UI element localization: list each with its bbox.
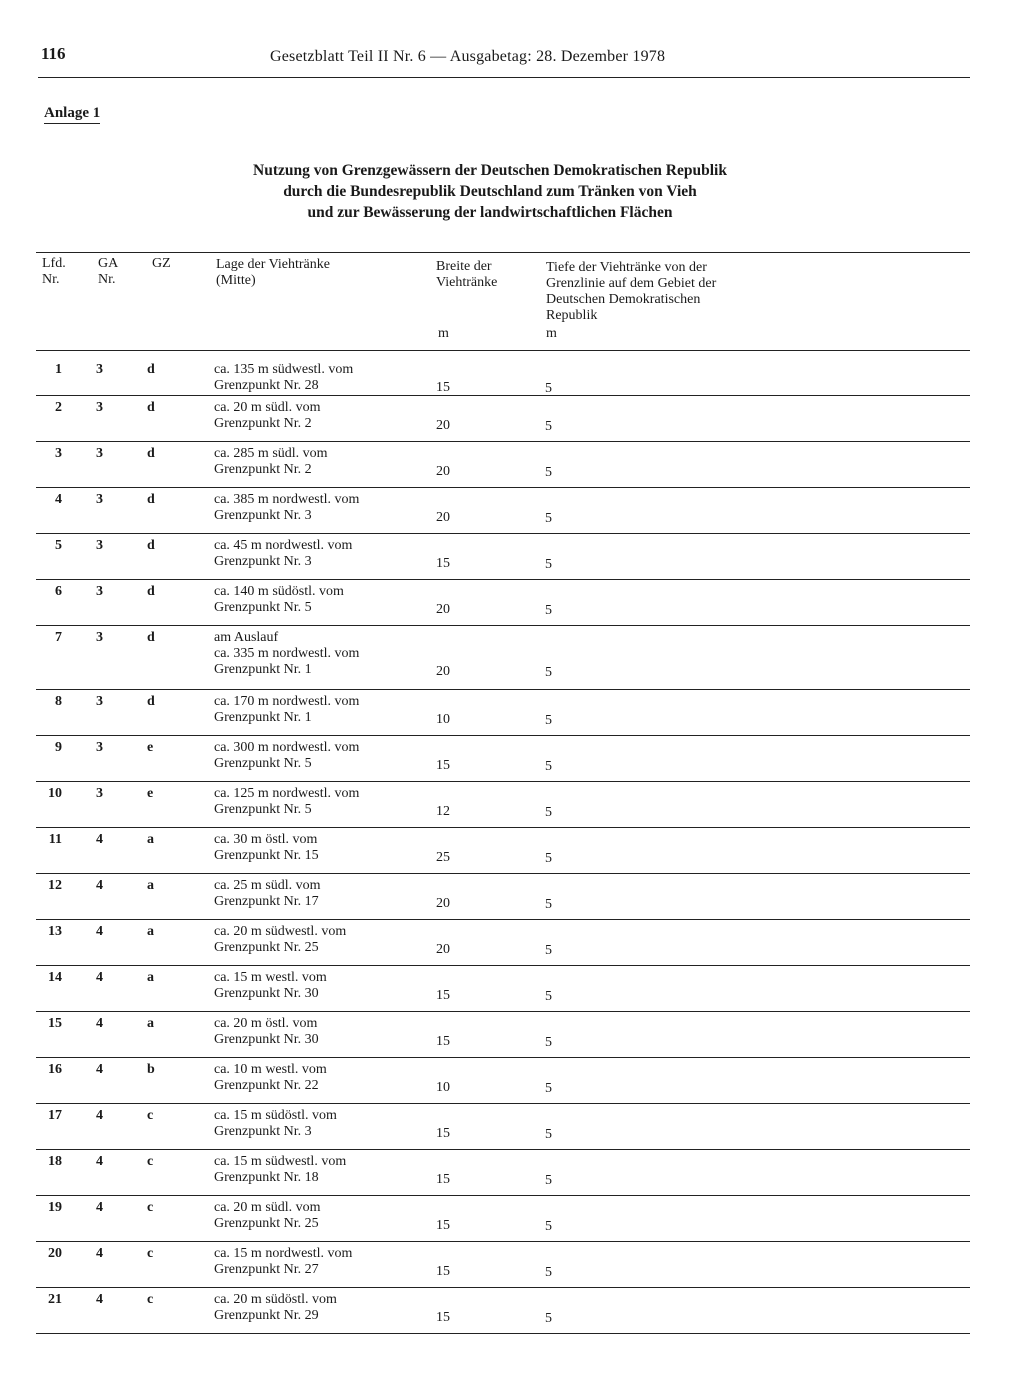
- gz-code: a: [147, 970, 154, 985]
- ga-number: 4: [96, 1292, 103, 1307]
- location-cell: [214, 1062, 327, 1094]
- table-row: [36, 1288, 970, 1334]
- location-line: ca. 15 m südwestl. vom: [214, 1154, 347, 1169]
- gz-code: e: [147, 740, 154, 755]
- lfd-number: 9: [55, 740, 62, 755]
- location-line: ca. 300 m nordwestl. vom: [214, 740, 360, 755]
- location-line: Grenzpunkt Nr. 1: [214, 662, 312, 677]
- ga-number: 4: [96, 832, 103, 847]
- ga-number: 4: [96, 970, 103, 985]
- location-line: ca. 285 m südl. vom: [214, 446, 328, 461]
- lfd-number: 8: [55, 694, 62, 709]
- lfd-number: 18: [48, 1154, 62, 1169]
- gz-code: d: [147, 446, 155, 461]
- header-text: Lfd.: [42, 256, 66, 271]
- running-header: Gesetzblatt Teil II Nr. 6 — Ausgabetag: 28. Dezember 1978: [270, 48, 666, 65]
- gz-code: c: [147, 1292, 154, 1307]
- lfd-number: 2: [55, 400, 62, 415]
- location-cell: [214, 584, 344, 616]
- depth-value: 5: [545, 943, 552, 958]
- ga-number: 3: [96, 584, 103, 599]
- table-row: [36, 1150, 970, 1196]
- location-line: ca. 20 m südl. vom: [214, 1200, 321, 1215]
- ga-number: 3: [96, 492, 103, 507]
- header-text: GZ: [152, 256, 171, 271]
- lfd-number: 5: [55, 538, 62, 553]
- table-row: [36, 1104, 970, 1150]
- location-line: Grenzpunkt Nr. 22: [214, 1078, 319, 1093]
- lfd-number: 13: [48, 924, 62, 939]
- depth-value: 5: [545, 897, 552, 912]
- header-tiefe-unit: m: [546, 326, 557, 341]
- location-line: Grenzpunkt Nr. 27: [214, 1262, 319, 1277]
- width-value: 12: [436, 804, 450, 819]
- depth-value: 5: [545, 713, 552, 728]
- lfd-number: 14: [48, 970, 62, 985]
- table-row: [36, 736, 970, 782]
- location-line: Grenzpunkt Nr. 15: [214, 848, 319, 863]
- ga-number: 3: [96, 630, 103, 645]
- ga-number: 4: [96, 1062, 103, 1077]
- gz-code: c: [147, 1200, 154, 1215]
- width-value: 20: [436, 464, 450, 479]
- lfd-number: 11: [48, 832, 62, 847]
- location-line: ca. 135 m südwestl. vom: [214, 362, 354, 377]
- gz-code: e: [147, 786, 154, 801]
- depth-value: 5: [545, 759, 552, 774]
- width-value: 15: [436, 1310, 450, 1325]
- title-line: durch die Bundesrepublik Deutschland zum Tränken von Vieh: [283, 183, 697, 200]
- header-text: Nr.: [42, 272, 60, 287]
- gz-code: c: [147, 1108, 154, 1123]
- location-cell: [214, 1200, 321, 1232]
- location-cell: [214, 970, 327, 1002]
- ga-number: 4: [96, 1154, 103, 1169]
- width-value: 15: [436, 556, 450, 571]
- location-cell: [214, 630, 359, 678]
- document-title: [150, 160, 830, 223]
- header-breite-unit: m: [438, 326, 449, 341]
- lfd-number: 1: [55, 362, 62, 377]
- location-line: Grenzpunkt Nr. 5: [214, 802, 312, 817]
- location-line: Grenzpunkt Nr. 5: [214, 756, 312, 771]
- location-cell: [214, 400, 321, 432]
- gz-code: d: [147, 630, 155, 645]
- header-gz: [152, 256, 171, 272]
- lfd-number: 12: [48, 878, 62, 893]
- width-value: 15: [436, 1172, 450, 1187]
- width-value: 20: [436, 664, 450, 679]
- location-line: Grenzpunkt Nr. 29: [214, 1308, 319, 1323]
- depth-value: 5: [545, 1219, 552, 1234]
- gz-code: a: [147, 924, 154, 939]
- width-value: 15: [436, 1264, 450, 1279]
- location-cell: [214, 878, 321, 910]
- table-row: [36, 442, 970, 488]
- lfd-number: 6: [55, 584, 62, 599]
- depth-value: 5: [545, 851, 552, 866]
- location-line: Grenzpunkt Nr. 2: [214, 462, 312, 477]
- lfd-number: 21: [48, 1292, 62, 1307]
- lfd-number: 20: [48, 1246, 62, 1261]
- location-line: Grenzpunkt Nr. 25: [214, 940, 319, 955]
- location-line: ca. 30 m östl. vom: [214, 832, 318, 847]
- location-line: ca. 15 m westl. vom: [214, 970, 327, 985]
- location-line: Grenzpunkt Nr. 1: [214, 710, 312, 725]
- location-cell: [214, 740, 359, 772]
- ga-number: 3: [96, 400, 103, 415]
- header-text: Republik: [546, 308, 598, 323]
- title-line: Nutzung von Grenzgewässern der Deutschen Demokratischen Republik: [253, 162, 727, 179]
- annex-label: Anlage 1: [44, 104, 100, 124]
- lfd-number: 17: [48, 1108, 62, 1123]
- location-line: Grenzpunkt Nr. 5: [214, 600, 312, 615]
- header-text: GA: [98, 256, 119, 271]
- header-text: Deutschen Demokratischen: [546, 292, 701, 307]
- depth-value: 5: [545, 1081, 552, 1096]
- depth-value: 5: [545, 511, 552, 526]
- header-text: Grenzlinie auf dem Gebiet der: [546, 276, 717, 291]
- location-line: Grenzpunkt Nr. 30: [214, 1032, 319, 1047]
- location-line: ca. 20 m südl. vom: [214, 400, 321, 415]
- depth-value: 5: [545, 665, 552, 680]
- lfd-number: 19: [48, 1200, 62, 1215]
- location-line: ca. 45 m nordwestl. vom: [214, 538, 353, 553]
- width-value: 10: [436, 1080, 450, 1095]
- lfd-number: 15: [48, 1016, 62, 1031]
- table-row: [36, 874, 970, 920]
- location-line: Grenzpunkt Nr. 30: [214, 986, 319, 1001]
- depth-value: 5: [545, 1265, 552, 1280]
- width-value: 25: [436, 850, 450, 865]
- location-cell: [214, 1246, 352, 1278]
- table-row: [36, 966, 970, 1012]
- depth-value: 5: [545, 1127, 552, 1142]
- table-row: [36, 1058, 970, 1104]
- gz-code: a: [147, 878, 154, 893]
- header-lage: [216, 257, 330, 289]
- page-number: 116: [41, 44, 66, 63]
- header-breite: [436, 259, 497, 291]
- lfd-number: 4: [55, 492, 62, 507]
- depth-value: 5: [545, 1311, 552, 1326]
- location-line: Grenzpunkt Nr. 18: [214, 1170, 319, 1185]
- header-lfd: [42, 256, 66, 288]
- width-value: 20: [436, 602, 450, 617]
- header-text: Breite der: [436, 259, 492, 274]
- location-cell: [214, 1108, 337, 1140]
- gz-code: a: [147, 1016, 154, 1031]
- depth-value: 5: [545, 557, 552, 572]
- width-value: 20: [436, 942, 450, 957]
- location-line: ca. 125 m nordwestl. vom: [214, 786, 360, 801]
- location-cell: [214, 1292, 337, 1324]
- width-value: 15: [436, 1126, 450, 1141]
- location-cell: [214, 362, 353, 394]
- location-line: ca. 10 m westl. vom: [214, 1062, 327, 1077]
- gz-code: d: [147, 362, 155, 377]
- location-cell: [214, 492, 359, 524]
- ga-number: 4: [96, 878, 103, 893]
- location-line: Grenzpunkt Nr. 25: [214, 1216, 319, 1231]
- location-cell: [214, 786, 359, 818]
- ga-number: 3: [96, 786, 103, 801]
- location-line: ca. 25 m südl. vom: [214, 878, 321, 893]
- width-value: 10: [436, 712, 450, 727]
- depth-value: 5: [545, 465, 552, 480]
- table-row: [36, 1012, 970, 1058]
- location-cell: [214, 1154, 346, 1186]
- location-line: ca. 15 m nordwestl. vom: [214, 1246, 353, 1261]
- location-line: ca. 20 m südöstl. vom: [214, 1292, 337, 1307]
- title-line: und zur Bewässerung der landwirtschaftlichen Flächen: [307, 204, 673, 221]
- header-text: (Mitte): [216, 273, 256, 288]
- header-text: Viehtränke: [436, 275, 498, 290]
- ga-number: 3: [96, 446, 103, 461]
- depth-value: 5: [545, 989, 552, 1004]
- depth-value: 5: [545, 1035, 552, 1050]
- table-row: [36, 782, 970, 828]
- ga-number: 3: [96, 740, 103, 755]
- header-text: Lage der Viehtränke: [216, 257, 330, 272]
- gz-code: c: [147, 1154, 154, 1169]
- header-text: Nr.: [98, 272, 116, 287]
- table-row: [36, 626, 970, 690]
- ga-number: 3: [96, 538, 103, 553]
- gz-code: d: [147, 492, 155, 507]
- table-row: [36, 488, 970, 534]
- gz-code: d: [147, 400, 155, 415]
- header-text: Tiefe der Viehtränke von der: [546, 260, 707, 275]
- width-value: 15: [436, 988, 450, 1003]
- location-line: Grenzpunkt Nr. 28: [214, 378, 319, 393]
- location-line: ca. 140 m südöstl. vom: [214, 584, 344, 599]
- lfd-number: 3: [55, 446, 62, 461]
- depth-value: 5: [545, 603, 552, 618]
- lfd-number: 16: [48, 1062, 62, 1077]
- location-line: ca. 170 m nordwestl. vom: [214, 694, 360, 709]
- width-value: 15: [436, 1034, 450, 1049]
- location-cell: [214, 924, 346, 956]
- ga-number: 4: [96, 1016, 103, 1031]
- location-line: ca. 20 m östl. vom: [214, 1016, 318, 1031]
- table-row: [36, 920, 970, 966]
- gz-code: d: [147, 538, 155, 553]
- header-tiefe: [546, 260, 716, 324]
- gz-code: a: [147, 832, 154, 847]
- location-line: ca. 335 m nordwestl. vom: [214, 646, 360, 661]
- ga-number: 3: [96, 362, 103, 377]
- location-line: am Auslauf: [214, 630, 279, 645]
- depth-value: 5: [545, 805, 552, 820]
- width-value: 20: [436, 896, 450, 911]
- width-value: 20: [436, 510, 450, 525]
- header-ga: [98, 256, 118, 288]
- ga-number: 4: [96, 1200, 103, 1215]
- table-top-rule: [36, 252, 970, 253]
- depth-value: 5: [545, 1173, 552, 1188]
- width-value: 15: [436, 758, 450, 773]
- table-row: [36, 396, 970, 442]
- location-line: Grenzpunkt Nr. 3: [214, 554, 312, 569]
- location-cell: [214, 538, 352, 570]
- location-line: Grenzpunkt Nr. 3: [214, 508, 312, 523]
- depth-value: 5: [545, 419, 552, 434]
- location-cell: [214, 1016, 319, 1048]
- location-line: Grenzpunkt Nr. 17: [214, 894, 319, 909]
- location-line: Grenzpunkt Nr. 3: [214, 1124, 312, 1139]
- lfd-number: 7: [55, 630, 62, 645]
- location-line: ca. 15 m südöstl. vom: [214, 1108, 337, 1123]
- table-row: [36, 534, 970, 580]
- location-cell: [214, 832, 319, 864]
- gz-code: d: [147, 694, 155, 709]
- table-row: [36, 1196, 970, 1242]
- gz-code: c: [147, 1246, 154, 1261]
- ga-number: 4: [96, 1108, 103, 1123]
- ga-number: 4: [96, 924, 103, 939]
- table-row: [36, 1242, 970, 1288]
- depth-value: 5: [545, 381, 552, 396]
- table-row: [36, 828, 970, 874]
- width-value: 20: [436, 418, 450, 433]
- header-rule: [38, 77, 970, 78]
- lfd-number: 10: [48, 786, 62, 801]
- location-line: ca. 385 m nordwestl. vom: [214, 492, 360, 507]
- ga-number: 3: [96, 694, 103, 709]
- row-divider: [36, 1333, 970, 1334]
- ga-number: 4: [96, 1246, 103, 1261]
- width-value: 15: [436, 1218, 450, 1233]
- table-row: [36, 580, 970, 626]
- gz-code: d: [147, 584, 155, 599]
- location-cell: [214, 694, 359, 726]
- location-line: Grenzpunkt Nr. 2: [214, 416, 312, 431]
- width-value: 15: [436, 380, 450, 395]
- gz-code: b: [147, 1062, 155, 1077]
- table-row: [36, 690, 970, 736]
- table-row: [36, 350, 970, 396]
- location-cell: [214, 446, 328, 478]
- location-line: ca. 20 m südwestl. vom: [214, 924, 347, 939]
